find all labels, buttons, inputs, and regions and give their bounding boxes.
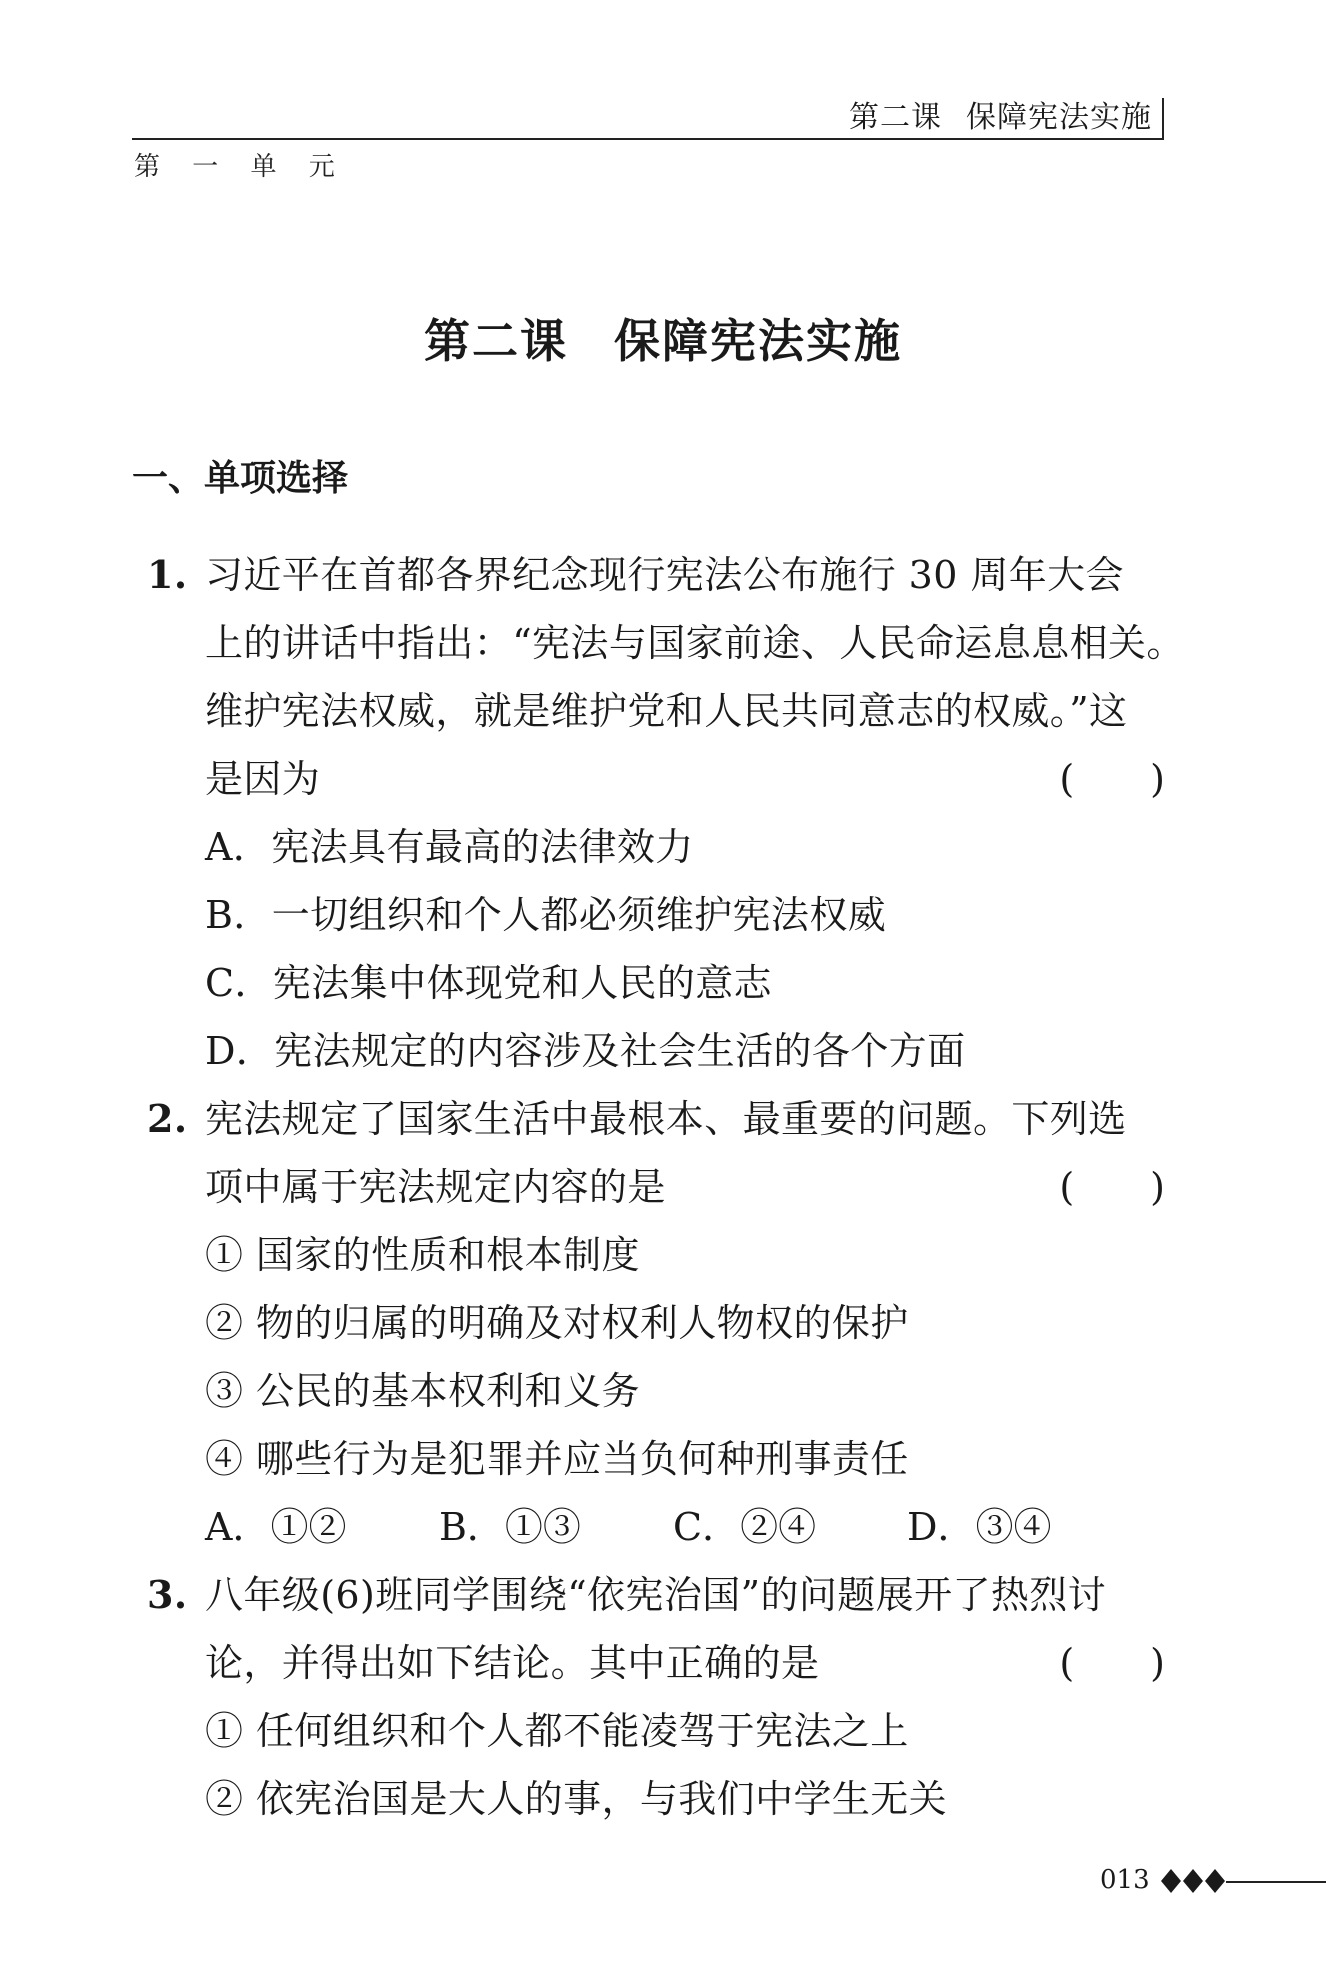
question-2-line-2 [205, 1162, 1165, 1212]
header-rule [132, 138, 1164, 140]
question-1-answer-bracket: ( ) [1059, 757, 1165, 801]
question-3-answer-bracket: ( ) [1059, 1641, 1165, 1685]
question-3-text-1: 八年级(6)班同学围绕“依宪治国”的问题展开了热烈讨 [205, 1573, 1107, 1617]
question-2-choice-c: C．②④ [673, 1505, 817, 1549]
question-2-answer-bracket: ( ) [1059, 1165, 1165, 1209]
page-number: 013 [1100, 1865, 1150, 1895]
question-2-number: 2. [147, 1096, 188, 1141]
question-1-option-c: C．宪法集中体现党和人民的意志 [205, 961, 773, 1005]
question-1-option-d: D．宪法规定的内容涉及社会生活的各个方面 [205, 1029, 966, 1073]
question-2-item-3: ③ 公民的基本权利和义务 [205, 1369, 640, 1413]
question-2-choice-d: D．③④ [907, 1505, 1052, 1549]
question-2-text-1: 宪法规定了国家生活中最根本、最重要的问题。下列选 [205, 1097, 1127, 1141]
question-1-line-4 [205, 754, 1165, 804]
lesson-title-number: 第二课 [424, 314, 568, 368]
question-1-text-4: 是因为 [205, 757, 321, 801]
question-1-line-2: 上的讲话中指出：“宪法与国家前途、人民命运息息相关。 [205, 621, 1185, 665]
question-3-item-1: ① 任何组织和个人都不能凌驾于宪法之上 [205, 1709, 909, 1753]
lesson-title [0, 305, 1326, 371]
section-heading: 一、单项选择 [132, 458, 349, 499]
question-2-choice-a: A．①② [205, 1505, 347, 1549]
footer-rule [1226, 1881, 1326, 1883]
running-header [849, 98, 1164, 138]
question-2-text-2: 项中属于宪法规定内容的是 [205, 1165, 666, 1209]
running-header-topic: 保障宪法实施 [966, 100, 1152, 135]
diamond-ornament-icon [1160, 1866, 1226, 1896]
question-2-item-2: ② 物的归属的明确及对权利人物权的保护 [205, 1301, 909, 1345]
question-1-text-1: 习近平在首都各界纪念现行宪法公布施行 30 周年大会 [205, 553, 1124, 597]
running-header-lesson: 第二课 [849, 100, 942, 135]
question-3-item-2: ② 依宪治国是大人的事，与我们中学生无关 [205, 1777, 948, 1821]
unit-label: 第 一 单 元 [134, 152, 347, 182]
question-2-item-4: ④ 哪些行为是犯罪并应当负何种刑事责任 [205, 1437, 909, 1481]
question-3-number: 3. [147, 1572, 188, 1617]
question-2-item-1: ① 国家的性质和根本制度 [205, 1233, 640, 1277]
question-1-number: 1. [147, 552, 188, 597]
question-3-text-2: 论，并得出如下结论。其中正确的是 [205, 1641, 820, 1685]
question-3-line-2 [205, 1638, 1165, 1688]
question-2-choice-b: B．①③ [439, 1505, 581, 1549]
question-2-line-1 [147, 1094, 1165, 1144]
question-1-line-3: 维护宪法权威，就是维护党和人民共同意志的权威。”这 [205, 689, 1128, 733]
question-1-option-b: B．一切组织和个人都必须维护宪法权威 [205, 893, 887, 937]
question-1-line-1 [147, 550, 1165, 600]
question-1-option-a: A．宪法具有最高的法律效力 [205, 825, 694, 869]
lesson-title-topic: 保障宪法实施 [614, 314, 902, 368]
question-3-line-1 [147, 1570, 1165, 1620]
